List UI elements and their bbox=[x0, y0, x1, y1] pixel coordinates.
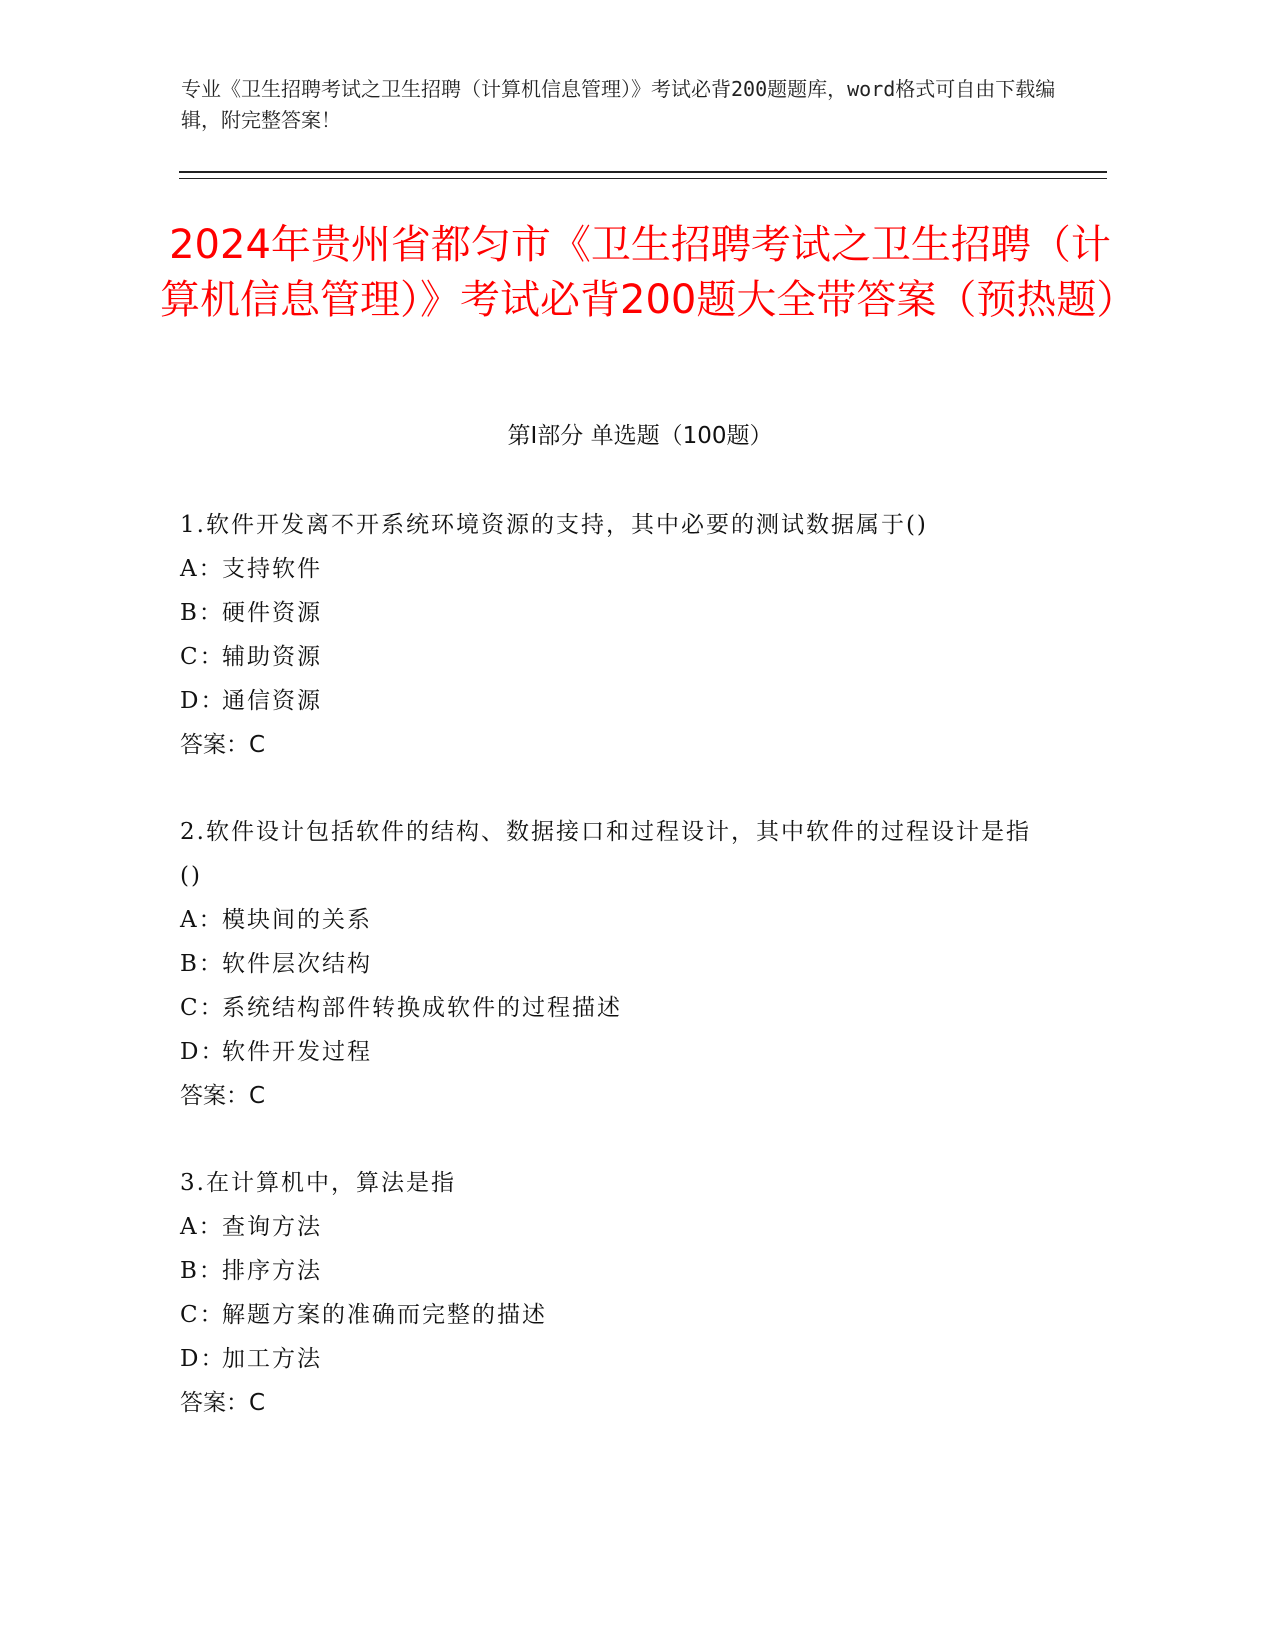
question-stem: 2.软件设计包括软件的结构、数据接口和过程设计，其中软件的过程设计是指() bbox=[180, 819, 1031, 889]
option-a bbox=[180, 1205, 1040, 1249]
option-a bbox=[180, 547, 1040, 591]
question-stem: 3.在计算机中，算法是指 bbox=[180, 1170, 456, 1196]
question-1 bbox=[180, 503, 1040, 767]
option-key: D： bbox=[180, 1346, 226, 1372]
option-text: 系统结构部件转换成软件的过程描述 bbox=[222, 995, 622, 1021]
option-key: B： bbox=[180, 1258, 224, 1284]
answer-line: 答案：C bbox=[180, 1083, 266, 1109]
option-key: B： bbox=[180, 951, 224, 977]
header-divider-thick bbox=[179, 171, 1107, 173]
option-text: 排序方法 bbox=[222, 1258, 322, 1284]
option-text: 硬件资源 bbox=[222, 600, 322, 626]
document-title: 2024年贵州省都匀市《卫生招聘考试之卫生招聘（计算机信息管理）》考试必背200题大全带答案（预热题） bbox=[160, 222, 1137, 323]
option-key: A： bbox=[180, 1214, 224, 1240]
option-key: A： bbox=[180, 907, 224, 933]
header-note: 专业《卫生招聘考试之卫生招聘（计算机信息管理）》考试必背200题题库，word格式可自由下载编辑，附完整答案！ bbox=[181, 77, 1056, 132]
option-text: 解题方案的准确而完整的描述 bbox=[222, 1302, 547, 1328]
option-key: A： bbox=[180, 556, 224, 582]
option-text: 支持软件 bbox=[222, 556, 322, 582]
option-text: 加工方法 bbox=[222, 1346, 322, 1372]
option-text: 辅助资源 bbox=[222, 644, 322, 670]
question-2 bbox=[180, 810, 1040, 1118]
option-key: D： bbox=[180, 1039, 226, 1065]
option-key: D： bbox=[180, 688, 226, 714]
option-text: 软件层次结构 bbox=[222, 951, 372, 977]
option-text: 通信资源 bbox=[222, 688, 322, 714]
header-divider-thin bbox=[179, 178, 1107, 179]
question-list bbox=[180, 503, 1040, 1468]
option-key: C： bbox=[180, 995, 225, 1021]
option-d bbox=[180, 1337, 1040, 1381]
option-d bbox=[180, 679, 1040, 723]
option-text: 查询方法 bbox=[222, 1214, 322, 1240]
option-key: B： bbox=[180, 600, 224, 626]
option-a bbox=[180, 898, 1040, 942]
option-c bbox=[180, 635, 1040, 679]
option-key: C： bbox=[180, 1302, 225, 1328]
option-b bbox=[180, 1249, 1040, 1293]
section-heading: 第Ⅰ部分 单选题（100题） bbox=[507, 423, 773, 449]
option-b bbox=[180, 591, 1040, 635]
question-3 bbox=[180, 1161, 1040, 1425]
option-text: 软件开发过程 bbox=[222, 1039, 372, 1065]
option-b bbox=[180, 942, 1040, 986]
option-text: 模块间的关系 bbox=[222, 907, 372, 933]
answer-line: 答案：C bbox=[180, 1390, 266, 1416]
option-c bbox=[180, 1293, 1040, 1337]
option-d bbox=[180, 1030, 1040, 1074]
answer-line: 答案：C bbox=[180, 732, 266, 758]
option-c bbox=[180, 986, 1040, 1030]
option-key: C： bbox=[180, 644, 225, 670]
question-stem: 1.软件开发离不开系统环境资源的支持，其中必要的测试数据属于() bbox=[180, 512, 928, 538]
